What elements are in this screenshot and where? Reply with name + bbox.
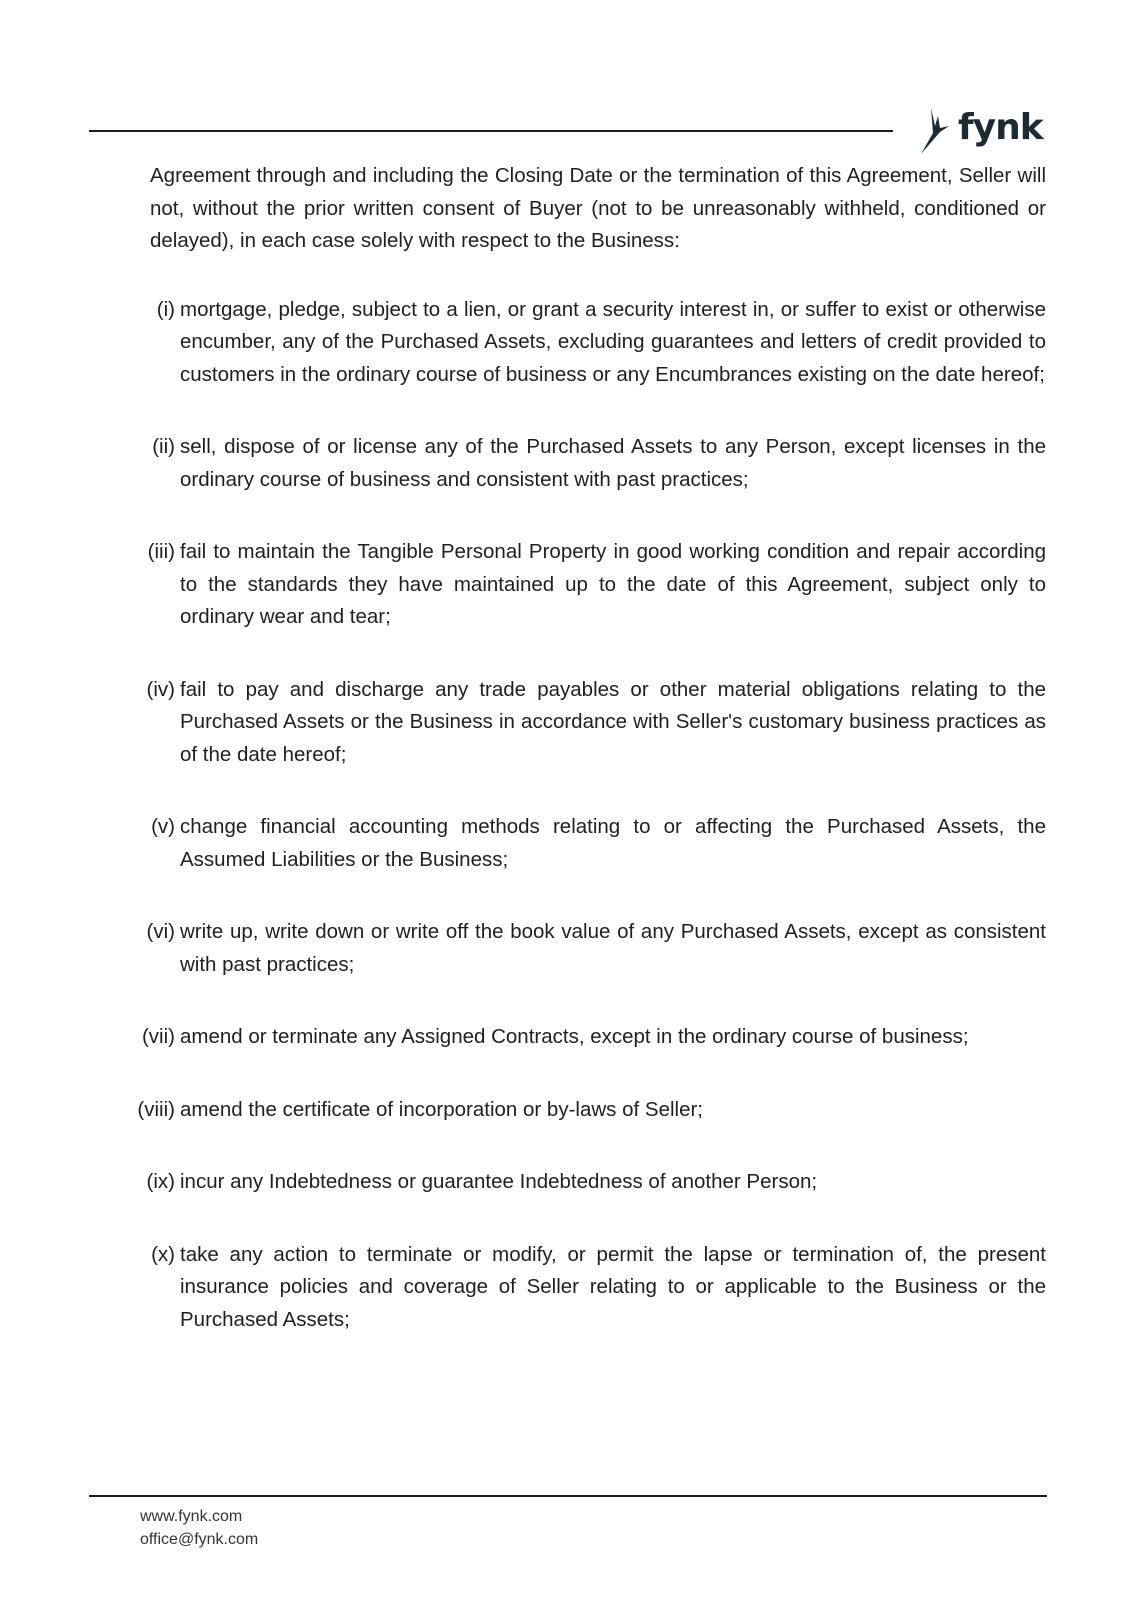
clause-text: fail to maintain the Tangible Personal Property in good working condition and repair according to the standards they have maintained up to the date of this Agreement, subject only to ordinary wear and tear; [180,540,1046,628]
clause-text: take any action to terminate or modify, or permit the lapse or termination of, the present insurance policies and coverage of Seller relating to or applicable to the Business or the Purchased Assets; [180,1242,1046,1331]
clause-text: fail to pay and discharge any trade payables or other material obligations relating to the Purchased Assets or the Business in accordance with Seller's customary business practices as of the date hereof; [180,677,1046,766]
footer [140,1505,258,1551]
clause-text: amend the certificate of incorporation or by-laws of Seller; [180,1097,704,1121]
intro-paragraph: Agreement through and including the Closing Date or the termination of this Agreement, Seller will not, without the prior written consent of Buyer (not to be unreasonably withheld, conditioned or delayed), in each case solely with respect to the Business: [150,164,1046,252]
brand-logo [918,104,1043,158]
clause-item [147,536,1046,634]
clause-label: (viii) [137,1097,175,1121]
clause-label: (vi) [146,920,175,943]
clause-label: (vii) [141,1025,175,1048]
clause-label: (ix) [146,1170,175,1193]
footer-website: www.fynk.com [140,1508,243,1525]
clause-item [150,811,1046,876]
clause-label: (x) [151,1242,175,1266]
clause-label: (iv) [146,677,175,701]
brand-wordmark: fynk [958,107,1043,148]
clause-text: incur any Indebtedness or guarantee Indebtedness of another Person; [180,1170,818,1193]
clause-text: write up, write down or write off the book value of any Purchased Assets, except as consistent with past practices; [180,920,1046,976]
clause-label: (iii) [147,540,175,563]
clause-label: (ii) [152,435,175,458]
clause-item [150,1239,1046,1337]
clause-label: (v) [151,815,175,838]
header-divider [89,130,893,132]
clause-list [137,294,1046,1337]
clause-item [146,674,1046,772]
clause-item [150,431,1046,496]
clause-text: sell, dispose of or license any of the Purchased Assets to any Person, except licenses in the ordinary course of business and consistent with past practices; [180,435,1046,491]
clause-item [150,294,1046,392]
footer-divider [89,1495,1047,1497]
footer-email: office@fynk.com [140,1531,259,1548]
clause-label: (i) [156,297,175,321]
clause-text: mortgage, pledge, subject to a lien, or grant a security interest in, or suffer to exist or otherwise encumber, any of the Purchased Assets, excluding guarantees and letters of credit provided to customers in the ordinary course of business or any Encumbrances existing on the date hereof; [180,297,1046,386]
clause-item [141,1021,1046,1054]
clause-item [137,1094,1046,1127]
document-body [137,160,1046,1376]
clause-text: change financial accounting methods relating to or affecting the Purchased Assets, the Assumed Liabilities or the Business; [180,815,1046,871]
clause-item [146,916,1046,981]
clause-text: amend or terminate any Assigned Contracts, except in the ordinary course of business; [180,1025,969,1048]
clause-item [146,1166,1046,1199]
fynk-bird-icon [918,106,952,156]
